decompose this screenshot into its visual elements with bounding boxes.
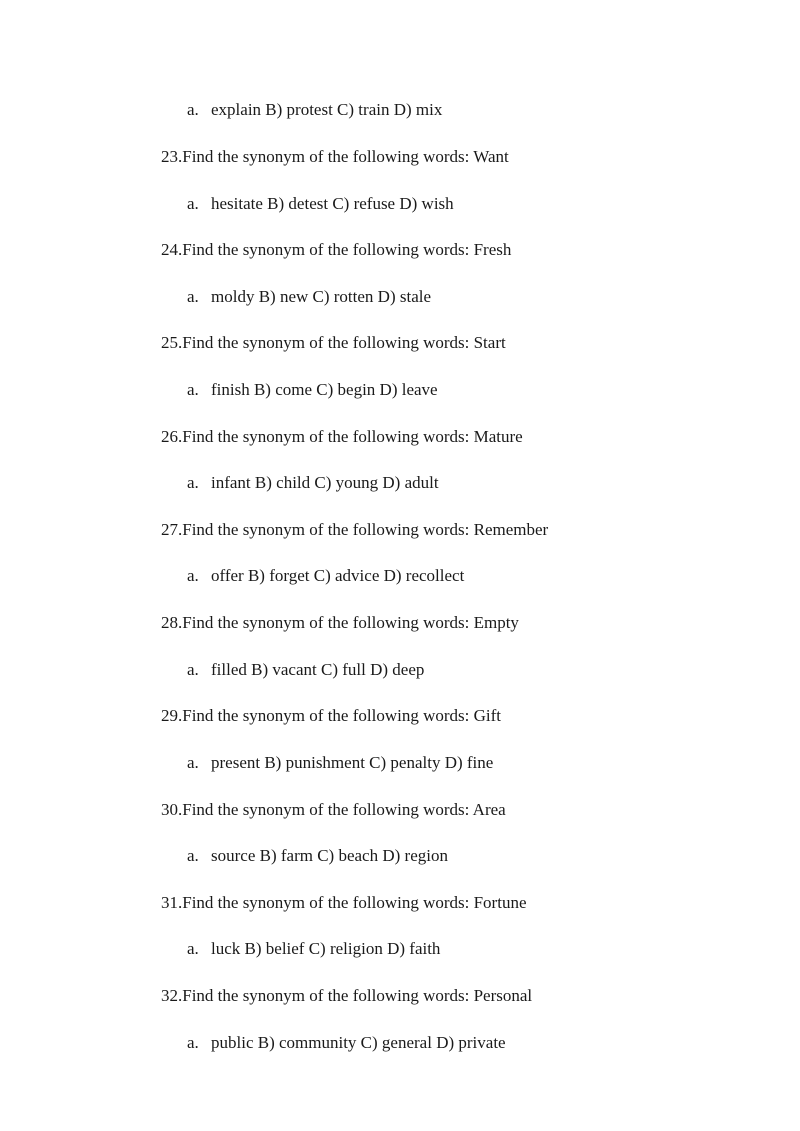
- option-text: public B) community C) general D) private: [211, 1033, 506, 1052]
- question-text: Find the synonym of the following words: Fortune: [182, 893, 527, 912]
- question-number: 23.: [161, 147, 183, 166]
- option-marker: a.: [187, 566, 199, 585]
- answer-options: [187, 939, 440, 959]
- question-number: 30.: [161, 800, 183, 819]
- answer-options: [187, 287, 431, 307]
- option-marker: a.: [187, 939, 199, 958]
- question-text: Find the synonym of the following words: Start: [182, 333, 506, 352]
- option-marker: a.: [187, 473, 199, 492]
- question-line: [161, 800, 506, 820]
- option-marker: a.: [187, 194, 199, 213]
- option-marker: a.: [187, 753, 199, 772]
- question-number: 32.: [161, 986, 183, 1005]
- option-marker: a.: [187, 846, 199, 865]
- question-line: [161, 147, 509, 167]
- question-text: Find the synonym of the following words: Want: [182, 147, 509, 166]
- option-marker: a.: [187, 660, 199, 679]
- question-number: 31.: [161, 893, 183, 912]
- question-line: [161, 520, 548, 540]
- question-line: [161, 893, 526, 913]
- answer-options: [187, 566, 464, 586]
- question-number: 26.: [161, 427, 183, 446]
- answer-options: [187, 753, 493, 773]
- answer-options: [187, 1033, 506, 1053]
- answer-options: [187, 100, 442, 120]
- answer-options: [187, 846, 448, 866]
- answer-options: [187, 660, 424, 680]
- question-line: [161, 240, 511, 260]
- question-number: 29.: [161, 706, 183, 725]
- option-text: infant B) child C) young D) adult: [211, 473, 439, 492]
- question-line: [161, 333, 506, 353]
- question-text: Find the synonym of the following words: Mature: [182, 427, 523, 446]
- question-number: 25.: [161, 333, 183, 352]
- option-marker: a.: [187, 100, 199, 119]
- question-number: 24.: [161, 240, 183, 259]
- answer-options: [187, 380, 438, 400]
- question-text: Find the synonym of the following words: Area: [182, 800, 506, 819]
- question-text: Find the synonym of the following words: Fresh: [182, 240, 512, 259]
- option-text: hesitate B) detest C) refuse D) wish: [211, 194, 454, 213]
- answer-options: [187, 194, 454, 214]
- question-line: [161, 613, 519, 633]
- option-text: luck B) belief C) religion D) faith: [211, 939, 441, 958]
- question-text: Find the synonym of the following words: Remember: [182, 520, 549, 539]
- option-text: moldy B) new C) rotten D) stale: [211, 287, 432, 306]
- question-text: Find the synonym of the following words: Empty: [182, 613, 519, 632]
- option-text: finish B) come C) begin D) leave: [211, 380, 438, 399]
- option-text: explain B) protest C) train D) mix: [211, 100, 443, 119]
- question-line: [161, 427, 523, 447]
- option-marker: a.: [187, 1033, 199, 1052]
- question-line: [161, 706, 501, 726]
- option-text: source B) farm C) beach D) region: [211, 846, 448, 865]
- option-text: offer B) forget C) advice D) recollect: [211, 566, 465, 585]
- option-marker: a.: [187, 380, 199, 399]
- question-number: 27.: [161, 520, 183, 539]
- question-line: [161, 986, 532, 1006]
- option-text: present B) punishment C) penalty D) fine: [211, 753, 494, 772]
- question-number: 28.: [161, 613, 183, 632]
- question-text: Find the synonym of the following words: Gift: [182, 706, 501, 725]
- question-text: Find the synonym of the following words: Personal: [182, 986, 533, 1005]
- option-text: filled B) vacant C) full D) deep: [211, 660, 425, 679]
- answer-options: [187, 473, 439, 493]
- option-marker: a.: [187, 287, 199, 306]
